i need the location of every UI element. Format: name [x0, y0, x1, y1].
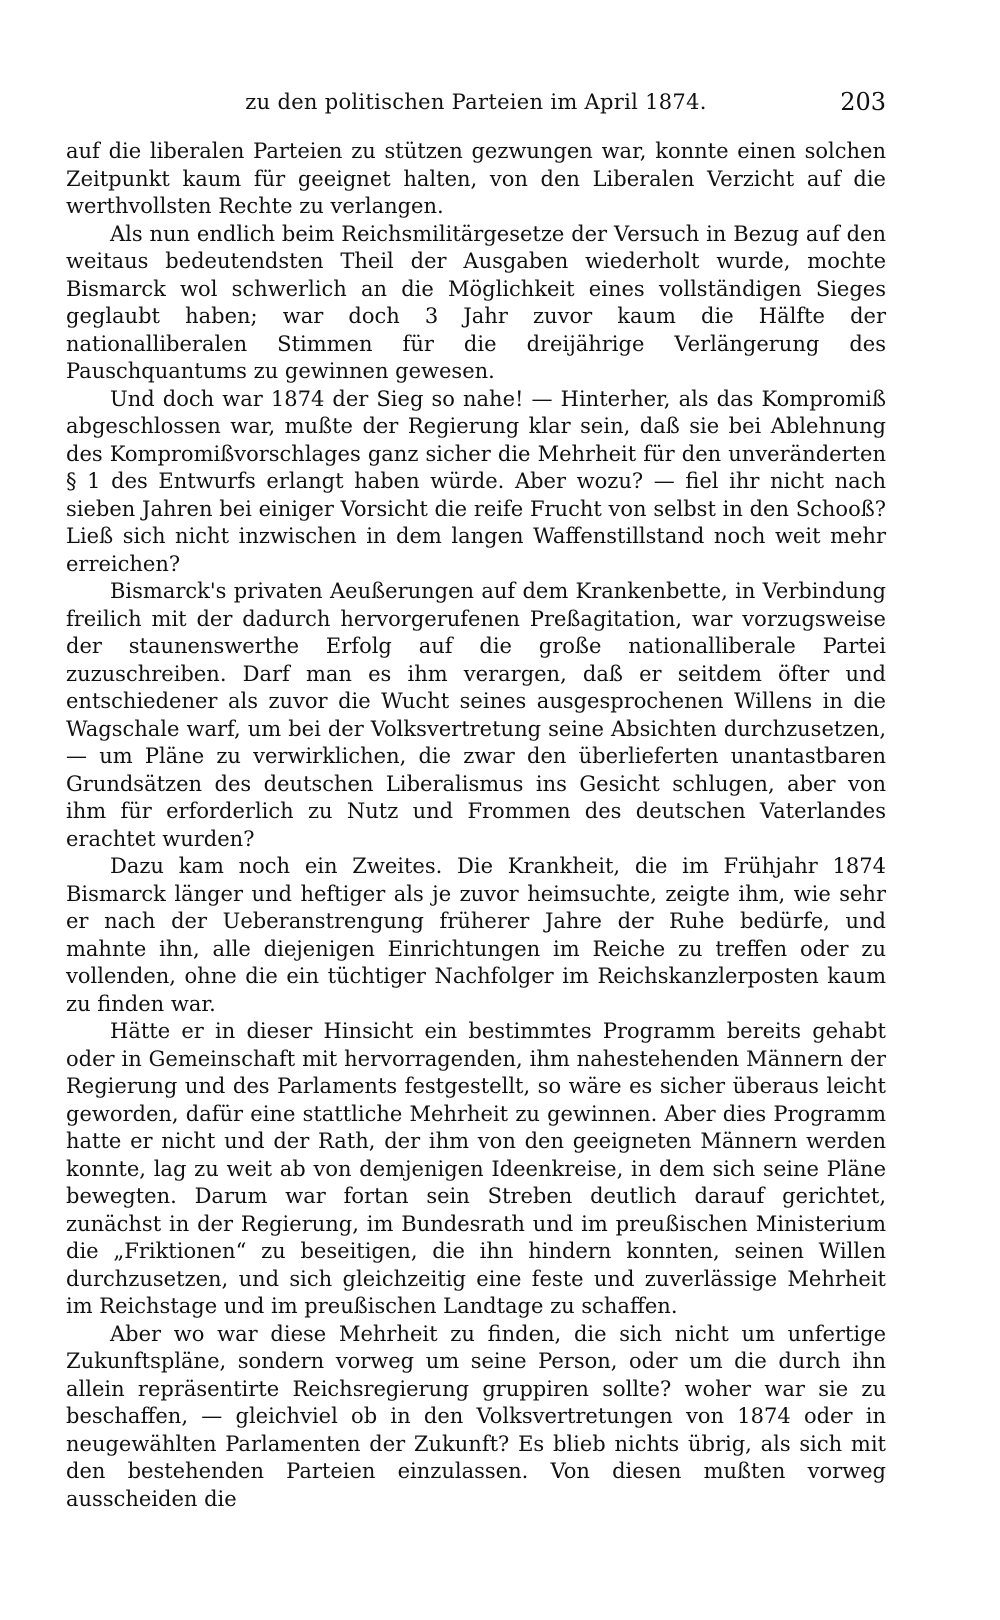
paragraph: auf die liberalen Parteien zu stützen gezwungen war, konnte einen solchen Zeitpunkt kaum für geeignet halten, von den Liberalen Verzicht auf die werthvollsten Rechte zu verlangen.: [66, 139, 886, 218]
body-text: [66, 138, 886, 1513]
running-head: [66, 84, 886, 124]
paragraph: Bismarck's privaten Aeußerungen auf dem Krankenbette, in Verbindung freilich mit der dadurch hervorgerufenen Preßagitation, war vorzugsweise der staunenswerthe Erfolg auf die große nationalliberale Partei zuzuschreiben. Darf man es ihm verargen, daß er seitdem öfter und entschiedener als zuvor die Wucht seines ausgesprochenen Willens in die Wagschale warf, um bei der Volksvertretung seine Absichten durchzusetzen, — um Pläne zu verwirklichen, die zwar den überlieferten unantastbaren Grundsätzen des deutschen Liberalismus ins Gesicht schlugen, aber von ihm für erforderlich zu Nutz und Frommen des deutschen Vaterlandes erachtet wurden?: [66, 579, 886, 851]
book-page: [66, 84, 886, 1564]
paragraph: Dazu kam noch ein Zweites. Die Krankheit, die im Frühjahr 1874 Bismarck länger und heftiger als je zuvor heimsuchte, zeigte ihm, wie sehr er nach der Ueberanstrengung früherer Jahre der Ruhe bedürfe, und mahnte ihn, alle diejenigen Einrichtungen im Reiche zu treffen oder zu vollenden, ohne die ein tüchtiger Nachfolger im Reichskanzlerposten kaum zu finden war.: [66, 854, 886, 1016]
paragraph: Als nun endlich beim Reichsmilitärgesetze der Versuch in Bezug auf den weitaus bedeutendsten Theil der Ausgaben wiederholt wurde, mochte Bismarck wol schwerlich an die Möglichkeit eines vollständigen Sieges geglaubt haben; war doch 3 Jahr zuvor kaum die Hälfte der nationalliberalen Stimmen für die dreijährige Verlängerung des Pauschquantums zu gewinnen gewesen.: [66, 221, 886, 383]
paragraph: Und doch war 1874 der Sieg so nahe! — Hinterher, als das Kompromiß abgeschlossen war, mußte der Regierung klar sein, daß sie bei Ablehnung des Kompromißvorschlages ganz sicher die Mehrheit für den unveränderten § 1 des Entwurfs erlangt haben würde. Aber wozu? — fiel ihr nicht nach sieben Jahren bei einiger Vorsicht die reife Frucht von selbst in den Schooß? Ließ sich nicht inzwischen in dem langen Waffenstillstand noch weit mehr erreichen?: [66, 386, 886, 576]
running-title: zu den politischen Parteien im April 1874.: [245, 90, 707, 114]
paragraph: Hätte er in dieser Hinsicht ein bestimmtes Programm bereits gehabt oder in Gemeinschaft mit hervorragenden, ihm nahestehenden Männern der Regierung und des Parlaments festgestellt, so wäre es sicher überaus leicht geworden, dafür eine stattliche Mehrheit zu gewinnen. Aber dies Programm hatte er nicht und der Rath, der ihm von den geeigneten Männern werden konnte, lag zu weit ab von demjenigen Ideenkreise, in dem sich seine Pläne bewegten. Darum war fortan sein Streben deutlich darauf gerichtet, zunächst in der Regierung, im Bundesrath und im preußischen Ministerium die „Friktionen“ zu beseitigen, die ihn hindern konnten, seinen Willen durchzusetzen, und sich gleichzeitig eine feste und zuverlässige Mehrheit im Reichstage und im preußischen Landtage zu schaffen.: [66, 1019, 886, 1318]
page-number: 203: [840, 88, 886, 116]
paragraph: Aber wo war diese Mehrheit zu finden, die sich nicht um unfertige Zukunftspläne, sondern vorweg um seine Person, oder um die durch ihn allein repräsentirte Reichsregierung gruppiren sollte? woher war sie zu beschaffen, — gleichviel ob in den Volksvertretungen von 1874 oder in neugewählten Parlamenten der Zukunft? Es blieb nichts übrig, als sich mit den bestehenden Parteien einzulassen. Von diesen mußten vorweg ausscheiden die: [66, 1321, 886, 1511]
